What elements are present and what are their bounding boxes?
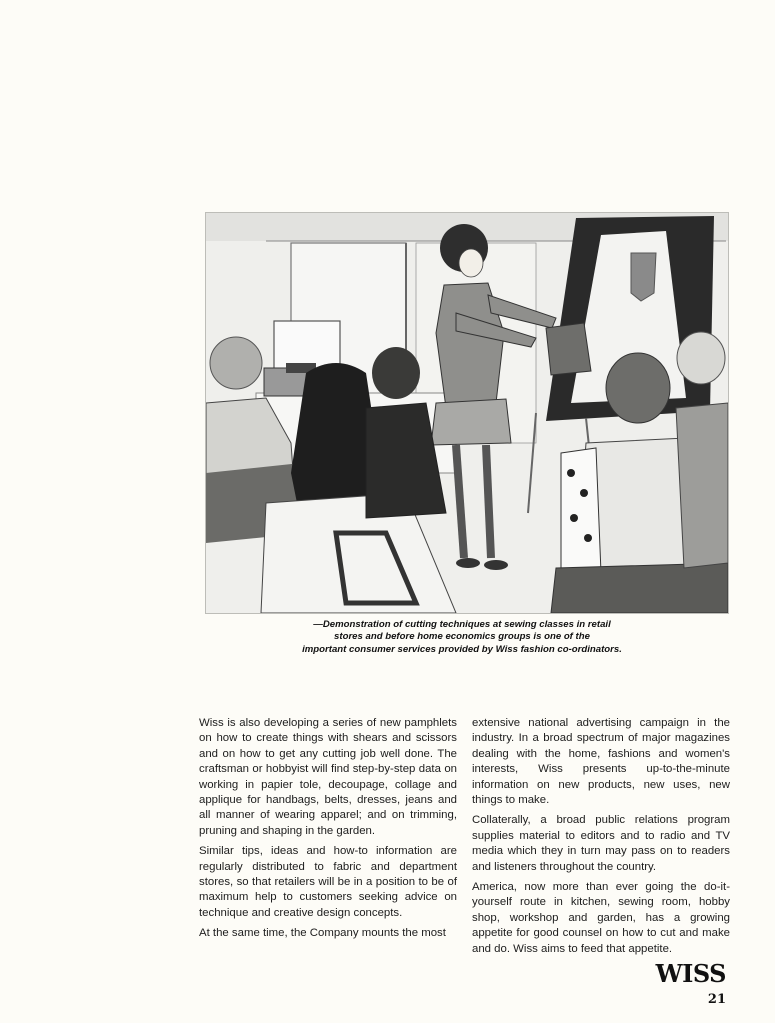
brand-logo: WISS [655,959,726,988]
article-left-column [199,716,457,947]
caption-line: stores and before home economics groups is one of the [334,631,590,643]
sewing-class-illustration [205,212,729,614]
illustration-caption [262,619,662,656]
paragraph: At the same time, the Company mounts the most [199,927,446,940]
paragraph: Collaterally, a broad public relations program supplies material to editors and to radio and TV media which they in turn may pass on to readers and listeners throughout the country. [472,814,730,873]
article-right-column [472,716,730,962]
paragraph: Similar tips, ideas and how-to information are regularly distributed to fabric and department stores, so that retailers will be in a position to be of maximum help to customers seeking advice on technique and creative design concepts. [199,845,457,919]
caption-line: —Demonstration of cutting techniques at sewing classes in retail [313,619,611,630]
illustration-drawing [206,213,728,613]
caption-line: important consumer services provided by Wiss fashion co-ordinators. [302,643,622,655]
page-number: 21 [707,992,726,1007]
paragraph: Wiss is also developing a series of new pamphlets on how to create things with shears and scissors and on how to get any cutting job well done. The craftsman or hobbyist will find step-by-step data on working in papier tole, decoupage, collage and applique for handbags, belts, dresses, jeans and all manner of wearing apparel; and on trimming, pruning and shaping in the garden. [199,717,457,837]
paragraph: America, now more than ever going the do-it-yourself route in kitchen, sewing room, hobby shop, workshop and garden, has a growing appetite for good counsel on how to cut and make and do. Wiss aims to feed that appetite. [472,881,730,955]
paragraph: extensive national advertising campaign in the industry. In a broad spectrum of major magazines dealing with the home, fashions and women's interests, Wiss presents up-to-the-minute information on new products, new uses, new things to make. [472,717,730,807]
